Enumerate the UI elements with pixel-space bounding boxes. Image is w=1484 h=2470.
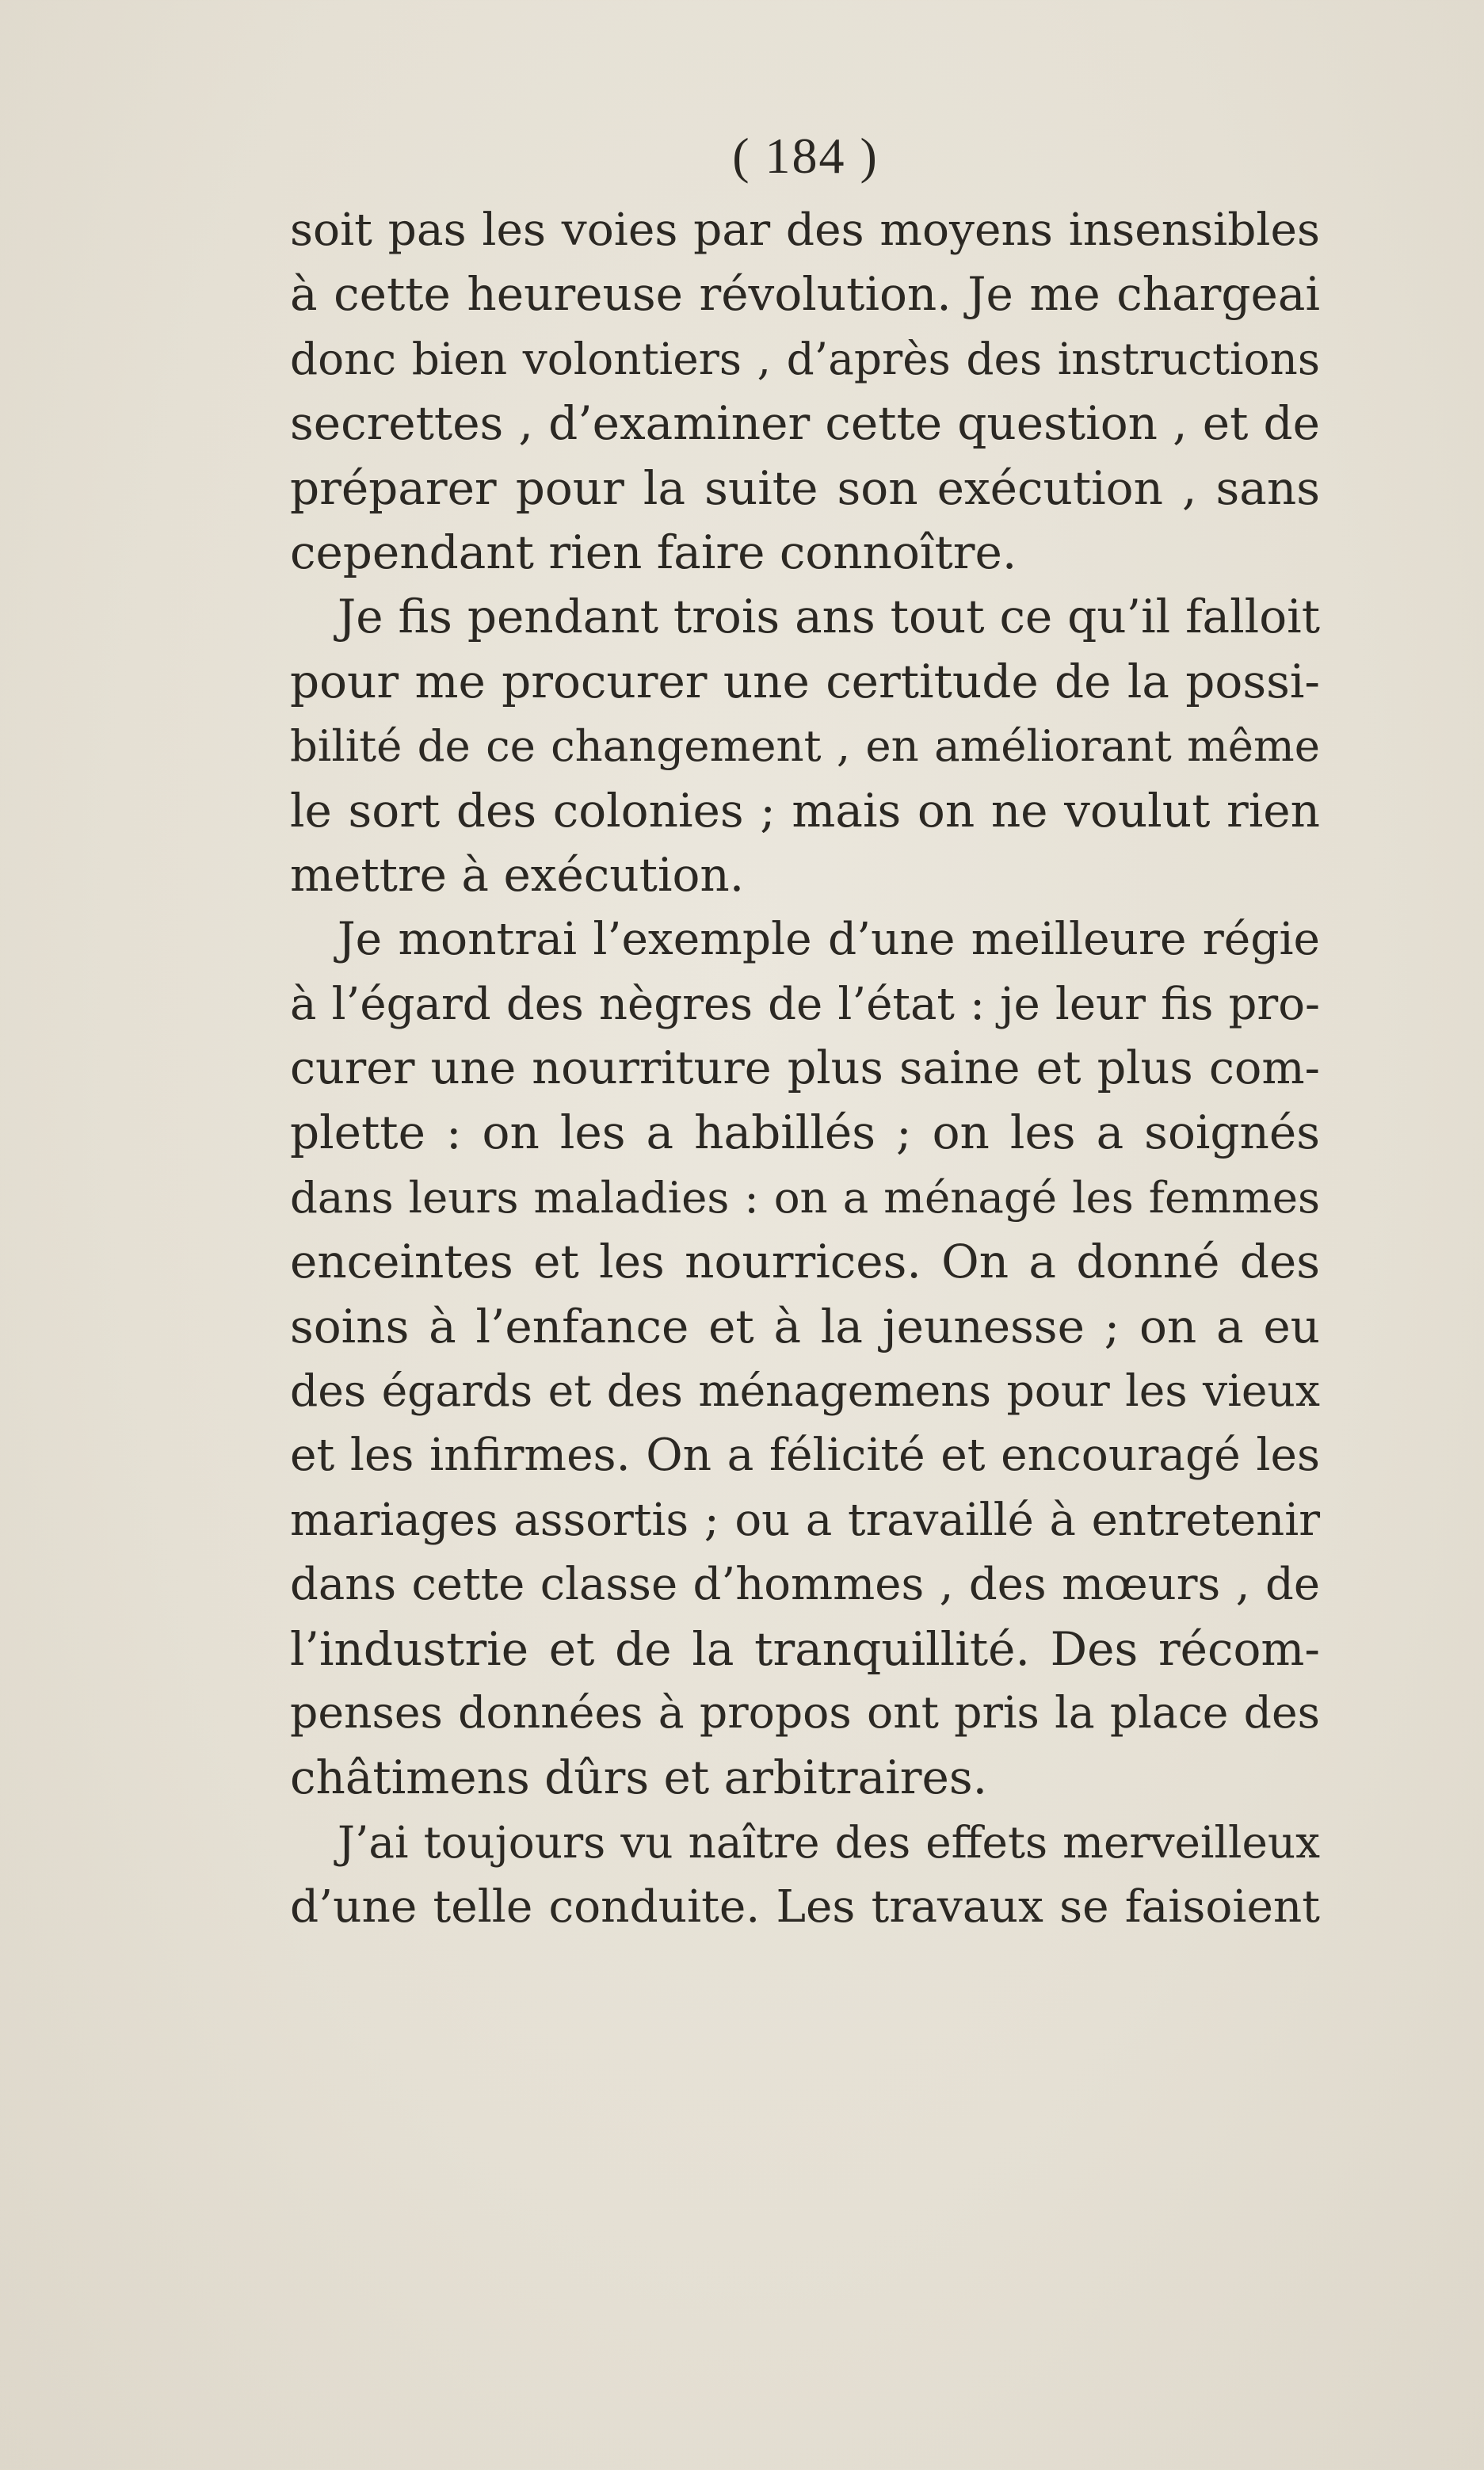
text-line: soins à l’enfance et à la jeunesse ; on a eu <box>290 1299 1320 1353</box>
text-line: donc bien volontiers , d’après des instructions <box>290 333 1320 384</box>
text-line: Je fis pendant trois ans tout ce qu’il falloit <box>338 590 1320 644</box>
text-line: secrettes , d’examiner cette question , et de <box>290 396 1320 451</box>
text-line: bilité de ce changement , en améliorant même <box>290 720 1320 772</box>
text-line: dans leurs maladies : on a ménagé les femmes <box>290 1171 1320 1223</box>
text-line: soit pas les voies par des moyens insensibles <box>290 204 1320 256</box>
text-line: mariages assortis ; ou a travaillé à entretenir <box>290 1494 1320 1546</box>
text-line: plette : on les a habillés ; on les a soignés <box>290 1105 1320 1160</box>
text-line: penses données à propos ont pris la place des <box>290 1687 1320 1739</box>
text-line: enceintes et les nourrices. On a donné des <box>290 1235 1320 1289</box>
text-line: J’ai toujours vu naître des effets merveilleux <box>338 1816 1320 1868</box>
text-line: et les infirmes. On a félicité et encouragé les <box>290 1429 1320 1482</box>
text-line: châtimens dûrs et arbitraires. <box>290 1750 988 1805</box>
text-line: mettre à exécution. <box>290 847 745 902</box>
text-line: Je montrai l’exemple d’une meilleure régie <box>338 914 1320 966</box>
text-line: l’industrie et de la tranquillité. Des récom- <box>290 1621 1320 1676</box>
body-text <box>290 198 1320 1940</box>
text-line: le sort des colonies ; mais on ne voulut rien <box>290 783 1320 838</box>
text-line: pour me procurer une certitude de la possi- <box>290 654 1320 708</box>
text-line: d’une telle conduite. Les travaux se faisoient <box>290 1881 1320 1934</box>
page-number: ( 184 ) <box>732 128 879 184</box>
text-line: cependant rien faire connoître. <box>290 525 1017 579</box>
text-line: des égards et des ménagemens pour les vieux <box>290 1365 1320 1417</box>
text-line: à cette heureuse révolution. Je me chargeai <box>290 267 1320 322</box>
text-line: curer une nourriture plus saine et plus com- <box>290 1042 1320 1095</box>
text-line: préparer pour la suite son exécution , sans <box>290 460 1320 515</box>
text-line: à l’égard des nègres de l’état : je leur fis pro- <box>290 978 1320 1030</box>
text-line: dans cette classe d’hommes , des mœurs , de <box>290 1559 1320 1611</box>
